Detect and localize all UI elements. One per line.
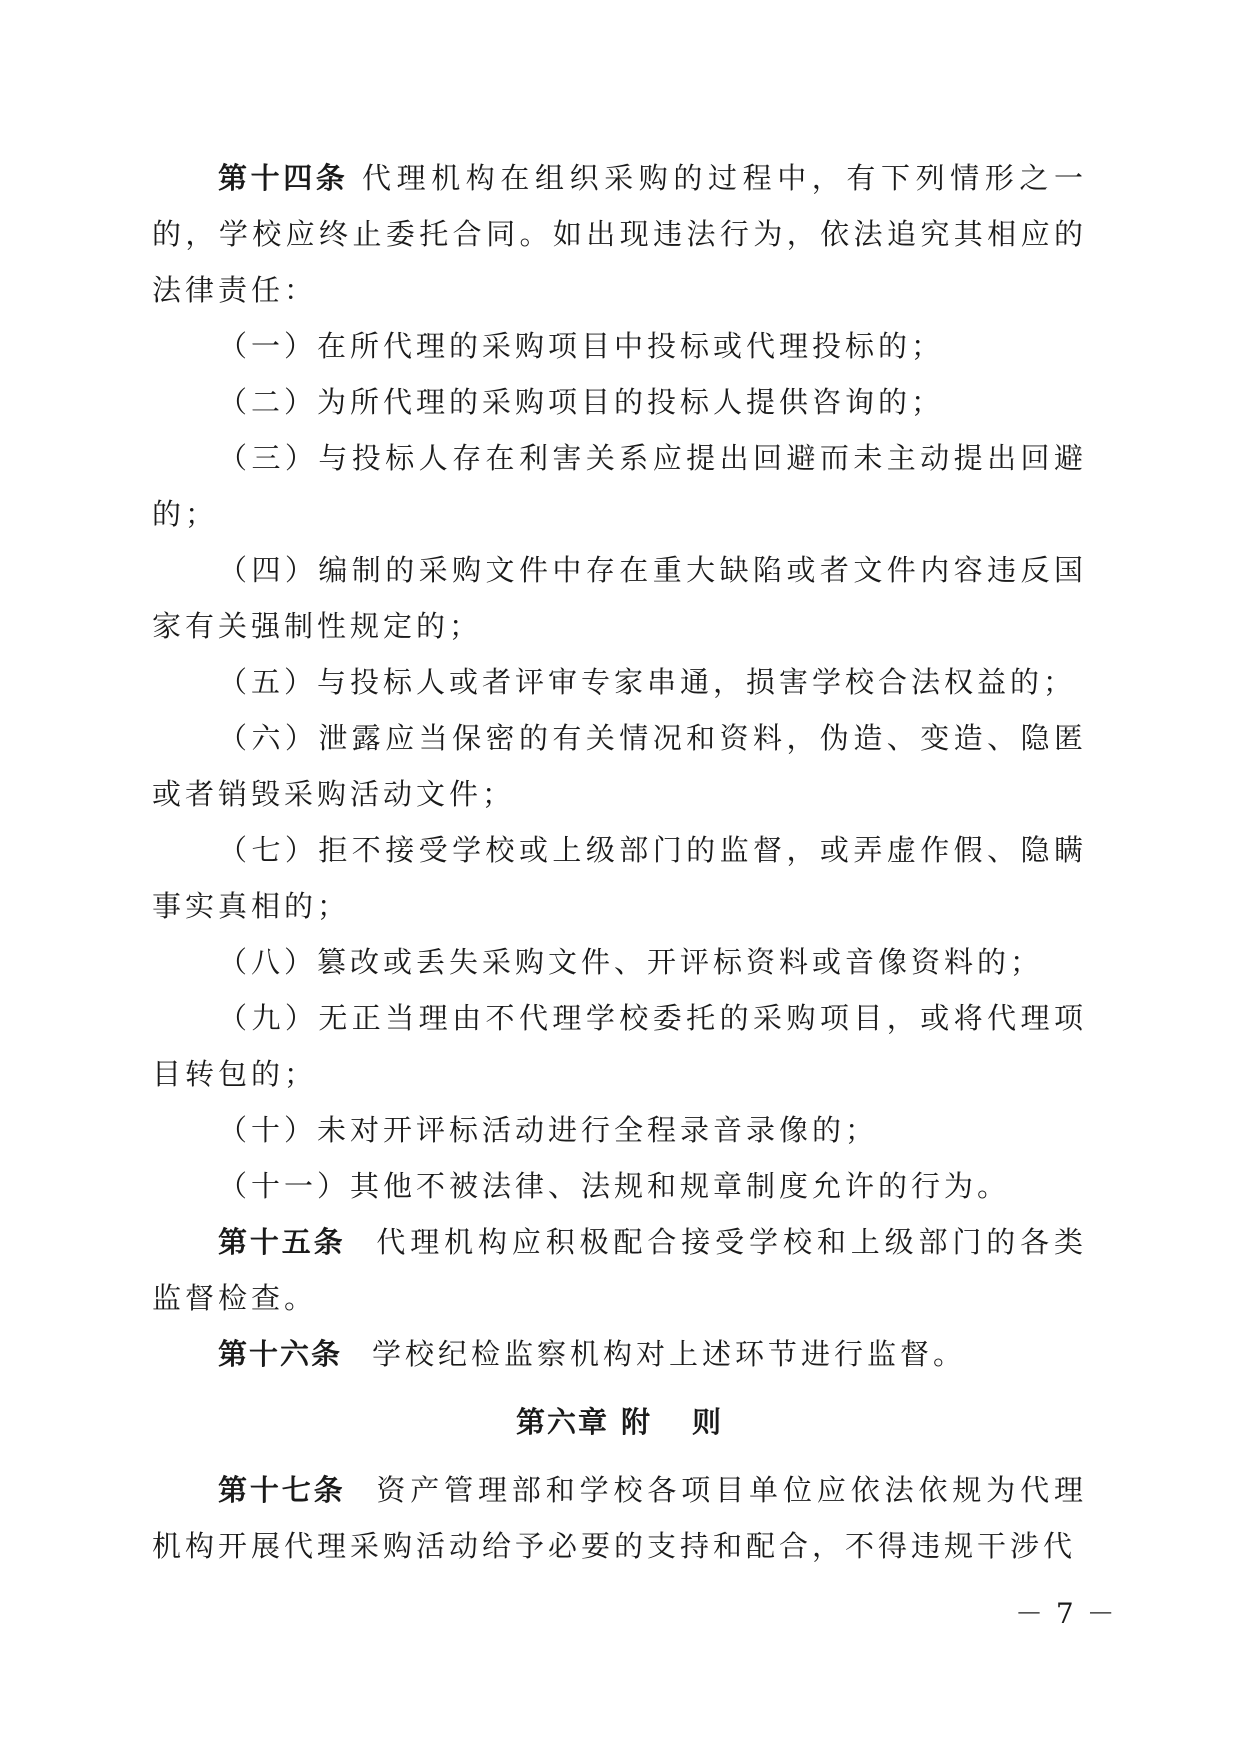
article-14-item-2: （二）为所代理的采购项目的投标人提供咨询的； (218, 385, 945, 419)
article-16-paragraph (152, 1326, 1087, 1382)
article-14-item-1: （一）在所代理的采购项目中投标或代理投标的； (218, 329, 945, 363)
article-14-item-3: （三）与投标人存在利害关系应提出回避而未主动提出回避的； (152, 441, 1087, 531)
article-14-label: 第十四条 (218, 161, 349, 195)
article-14-item-8: （八）篡改或丢失采购文件、开评标资料或音像资料的； (218, 945, 1044, 979)
article-15-paragraph (152, 1214, 1087, 1326)
chapter-title-part-2: 则 (692, 1405, 724, 1439)
page-number: － 7 － (1015, 1597, 1117, 1630)
article-14-item-6: （六）泄露应当保密的有关情况和资料，伪造、变造、隐匿或者销毁采购活动文件； (152, 721, 1087, 811)
document-body (152, 150, 1087, 1574)
article-14-item-10: （十）未对开评标活动进行全程录音录像的； (218, 1113, 879, 1147)
article-17-label: 第十七条 (218, 1473, 346, 1507)
chapter-title-part-1: 附 (620, 1405, 652, 1439)
article-14-paragraph (152, 150, 1087, 318)
chapter-number: 第六章 (515, 1405, 609, 1439)
article-14-item-7: （七）拒不接受学校或上级部门的监督，或弄虚作假、隐瞒事实真相的； (152, 833, 1087, 923)
article-14-item-5: （五）与投标人或者评审专家串通，损害学校合法权益的； (218, 665, 1077, 699)
article-14-item-11: （十一）其他不被法律、法规和规章制度允许的行为。 (218, 1169, 1011, 1203)
article-15-text: 代理机构应积极配合接受学校和上级部门的各类监督检查。 (152, 1225, 1087, 1315)
article-15-label: 第十五条 (218, 1225, 346, 1259)
chapter-heading (152, 1394, 1087, 1450)
article-17-paragraph (152, 1462, 1087, 1574)
article-17-text: 资产管理部和学校各项目单位应依法依规为代理机构开展代理采购活动给予必要的支持和配合，不得违规干涉代 (152, 1473, 1087, 1563)
article-16-label: 第十六条 (218, 1337, 343, 1371)
article-14-item-9: （九）无正当理由不代理学校委托的采购项目，或将代理项目转包的； (152, 1001, 1087, 1091)
article-14-text: 代理机构在组织采购的过程中，有下列情形之一的，学校应终止委托合同。如出现违法行为，依法追究其相应的法律责任： (152, 161, 1087, 307)
article-14-item-4: （四）编制的采购文件中存在重大缺陷或者文件内容违反国家有关强制性规定的； (152, 553, 1087, 643)
article-16-text: 学校纪检监察机构对上述环节进行监督。 (372, 1337, 967, 1371)
